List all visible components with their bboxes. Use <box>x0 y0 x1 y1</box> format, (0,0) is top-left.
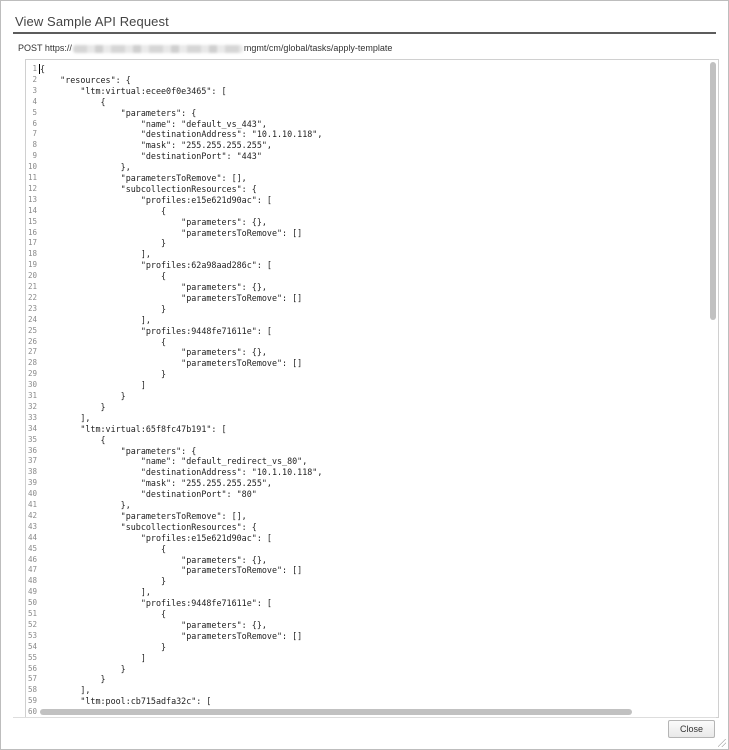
request-path: mgmt/cm/global/tasks/apply-template <box>243 43 393 53</box>
code-line[interactable]: "parametersToRemove": [], <box>40 173 247 183</box>
line-number: 57 <box>27 674 37 684</box>
line-number: 15 <box>27 216 37 226</box>
code-line[interactable]: "parameters": { <box>40 107 197 118</box>
line-number: 3 <box>32 85 37 95</box>
line-number: 30 <box>27 380 37 390</box>
line-number: 5 <box>32 107 37 117</box>
request-method: POST <box>18 43 43 53</box>
code-line[interactable]: { <box>40 64 46 74</box>
code-line[interactable]: ], <box>40 249 151 260</box>
code-line[interactable]: "profiles:e15e621d90ac": [ <box>40 194 272 205</box>
code-line[interactable]: "parameters": {}, <box>40 216 267 227</box>
redacted-host <box>73 45 243 53</box>
line-number: 8 <box>32 140 37 150</box>
code-line[interactable]: "subcollectionResources": { <box>40 521 257 532</box>
code-line[interactable]: "subcollectionResources": { <box>40 183 257 194</box>
line-number: 4 <box>32 96 37 106</box>
line-number: 33 <box>27 412 37 422</box>
code-line[interactable]: "mask": "255.255.255.255", <box>40 140 272 151</box>
code-line[interactable]: } <box>40 369 167 380</box>
line-number: 7 <box>32 129 37 139</box>
line-number: 20 <box>27 271 37 281</box>
close-button[interactable]: Close <box>668 720 715 738</box>
code-line[interactable]: { <box>40 336 167 347</box>
line-number: 45 <box>27 543 37 553</box>
code-line[interactable]: } <box>40 674 106 685</box>
code-line[interactable]: { <box>40 543 167 554</box>
line-number: 27 <box>27 347 37 357</box>
request-scheme: https:// <box>44 43 72 53</box>
line-number: 43 <box>27 521 37 531</box>
line-number: 22 <box>27 292 37 302</box>
vertical-scrollbar-thumb[interactable] <box>710 62 716 320</box>
code-line[interactable]: { <box>40 96 106 107</box>
line-number: 17 <box>27 238 37 248</box>
line-number: 41 <box>27 500 37 509</box>
code-line[interactable]: "mask": "255.255.255.255", <box>40 478 272 489</box>
code-line[interactable]: }, <box>40 162 131 173</box>
line-number: 9 <box>32 151 37 161</box>
code-line[interactable]: ], <box>40 314 151 325</box>
line-number: 52 <box>27 619 37 629</box>
line-number: 12 <box>27 183 37 193</box>
code-line[interactable]: "parametersToRemove": [] <box>40 227 303 238</box>
code-line[interactable]: } <box>40 663 126 674</box>
code-line[interactable]: "profiles:62a98aad286c": [ <box>40 260 272 271</box>
line-number: 35 <box>27 434 37 444</box>
line-number: 53 <box>27 630 37 640</box>
code-line[interactable]: } <box>40 641 167 652</box>
code-line[interactable]: "destinationAddress": "10.1.10.118", <box>40 467 323 478</box>
line-number: 26 <box>27 336 37 346</box>
line-number: 47 <box>27 565 37 575</box>
code-line[interactable]: } <box>40 401 106 412</box>
line-number: 39 <box>27 478 37 488</box>
line-number: 19 <box>27 260 37 270</box>
code-line[interactable]: "resources": { <box>40 74 131 85</box>
line-number: 24 <box>27 314 37 324</box>
footer-divider <box>13 717 716 718</box>
code-line[interactable]: "name": "default_vs_443", <box>40 118 267 129</box>
code-line[interactable]: { <box>40 205 167 216</box>
code-line[interactable]: } <box>40 391 126 401</box>
code-line[interactable]: ], <box>40 587 151 598</box>
line-number: 60 <box>27 707 37 717</box>
line-number: 37 <box>27 456 37 466</box>
line-number-gutter <box>26 60 38 715</box>
code-line[interactable]: "parameters": { <box>40 445 197 456</box>
line-number: 1 <box>32 64 37 73</box>
line-number: 16 <box>27 227 37 237</box>
code-line[interactable]: { <box>40 609 167 619</box>
line-number: 2 <box>32 74 37 84</box>
line-number: 25 <box>27 325 37 335</box>
line-number: 18 <box>27 249 37 259</box>
line-number: 21 <box>27 282 37 291</box>
line-number: 10 <box>27 162 37 172</box>
code-line[interactable]: "parametersToRemove": [] <box>40 358 303 369</box>
line-number: 6 <box>32 118 37 128</box>
request-body-editor[interactable] <box>25 59 719 718</box>
line-number: 36 <box>27 445 37 455</box>
code-line[interactable]: "destinationAddress": "10.1.10.118", <box>40 129 323 140</box>
code-line[interactable]: "parametersToRemove": [] <box>40 565 303 576</box>
code-line[interactable]: "ltm:virtual:ecee0f0e3465": [ <box>40 85 227 96</box>
code-line[interactable]: "parametersToRemove": [], <box>40 510 247 521</box>
line-number: 49 <box>27 587 37 597</box>
code-line[interactable]: "name": "default_redirect_vs_80", <box>40 456 308 467</box>
code-line[interactable]: { <box>40 434 106 445</box>
code-line[interactable]: "parameters": {}, <box>40 282 267 292</box>
code-line[interactable]: { <box>40 271 167 282</box>
line-number: 38 <box>27 467 37 477</box>
code-line[interactable]: "parametersToRemove": [] <box>40 292 303 303</box>
code-line[interactable]: "parameters": {}, <box>40 554 267 565</box>
code-line[interactable]: } <box>40 303 167 314</box>
code-line[interactable]: ], <box>40 412 91 423</box>
line-number: 56 <box>27 663 37 673</box>
line-number: 32 <box>27 401 37 411</box>
code-line[interactable]: "destinationPort": "443" <box>40 151 262 162</box>
code-line[interactable]: ] <box>40 380 146 391</box>
code-line[interactable]: "parameters": {}, <box>40 619 267 630</box>
text-cursor <box>39 64 40 74</box>
line-number: 14 <box>27 205 37 215</box>
code-line[interactable]: } <box>40 238 167 249</box>
code-line[interactable]: } <box>40 576 167 587</box>
line-number: 13 <box>27 194 37 204</box>
code-line[interactable]: "parametersToRemove": [] <box>40 630 303 641</box>
line-number: 40 <box>27 489 37 499</box>
code-line[interactable]: ] <box>40 652 146 663</box>
line-number: 51 <box>27 609 37 618</box>
line-number: 11 <box>27 173 37 182</box>
line-number: 46 <box>27 554 37 564</box>
horizontal-scrollbar-thumb[interactable] <box>40 709 632 715</box>
line-number: 50 <box>27 598 37 608</box>
dialog-title: View Sample API Request <box>15 14 169 29</box>
line-number: 48 <box>27 576 37 586</box>
title-divider <box>13 32 716 34</box>
code-line[interactable]: ], <box>40 685 91 696</box>
code-line[interactable]: "destinationPort": "80" <box>40 489 257 500</box>
resize-grip[interactable] <box>718 739 726 747</box>
code-line[interactable]: "profiles:e15e621d90ac": [ <box>40 532 272 543</box>
code-line[interactable]: "profiles:9448fe71611e": [ <box>40 598 272 609</box>
code-line[interactable]: }, <box>40 500 131 510</box>
line-number: 34 <box>27 423 37 433</box>
line-number: 42 <box>27 510 37 520</box>
code-line[interactable]: "parameters": {}, <box>40 347 267 358</box>
line-number: 44 <box>27 532 37 542</box>
line-number: 23 <box>27 303 37 313</box>
line-number: 31 <box>27 391 37 400</box>
code-line[interactable]: "ltm:pool:cb715adfa32c": [ <box>40 696 212 707</box>
code-line[interactable]: "profiles:9448fe71611e": [ <box>40 325 272 336</box>
line-number: 29 <box>27 369 37 379</box>
line-number: 59 <box>27 696 37 706</box>
line-number: 55 <box>27 652 37 662</box>
line-number: 58 <box>27 685 37 695</box>
line-number: 28 <box>27 358 37 368</box>
request-url <box>18 43 392 53</box>
line-number: 54 <box>27 641 37 651</box>
code-line[interactable]: "ltm:virtual:65f8fc47b191": [ <box>40 423 227 434</box>
